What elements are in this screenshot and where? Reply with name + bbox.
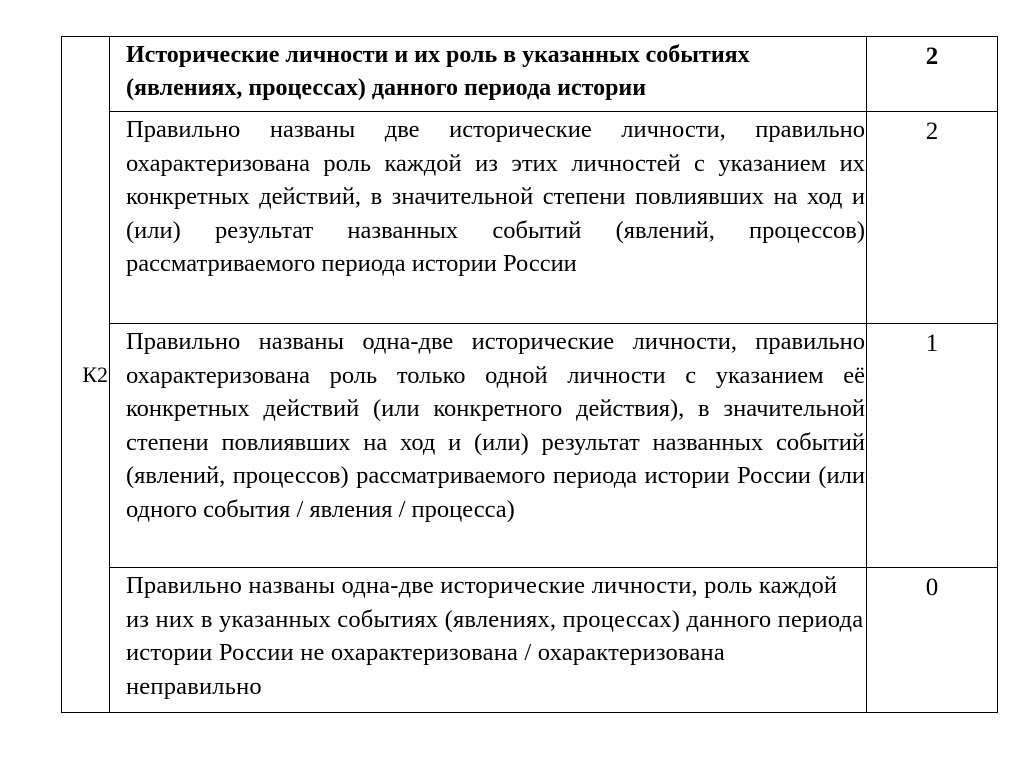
criterion-description: Правильно названы одна-две исторические личности, правильно охарактеризована роль только одной личности с указанием её конкретных действий (или конкретного действия), в значительной степени повлиявших на ход и (или) результат названных событий (явлений, процессов) рассматриваемого периода истории России (или одного события / явления / процесса) (110, 324, 867, 568)
table-row (62, 324, 998, 568)
table-row (62, 112, 998, 324)
criteria-table (61, 36, 998, 713)
score-value: 0 (867, 568, 998, 713)
table-row (62, 568, 998, 713)
criterion-heading: Исторические личности и их роль в указанных событиях (явлениях, процессах) данного периода истории (110, 37, 867, 112)
score-value: 1 (867, 324, 998, 568)
criterion-description: Правильно названы две исторические личности, правильно охарактеризована роль каждой из этих личностей с указанием их конкретных действий, в значительной степени повлиявших на ход и (или) результат названных событий (явлений, процессов) рассматриваемого периода истории России (110, 112, 867, 324)
criterion-code: К2 (62, 37, 110, 713)
score-value: 2 (867, 112, 998, 324)
criterion-description: Правильно названы одна-две исторические личности, роль каждой из них в указанных событиях (явлениях, процессах) данного периода истории России не охарактеризована / охарактеризована неправильно (110, 568, 867, 713)
max-score: 2 (867, 37, 998, 112)
table-row (62, 37, 998, 112)
